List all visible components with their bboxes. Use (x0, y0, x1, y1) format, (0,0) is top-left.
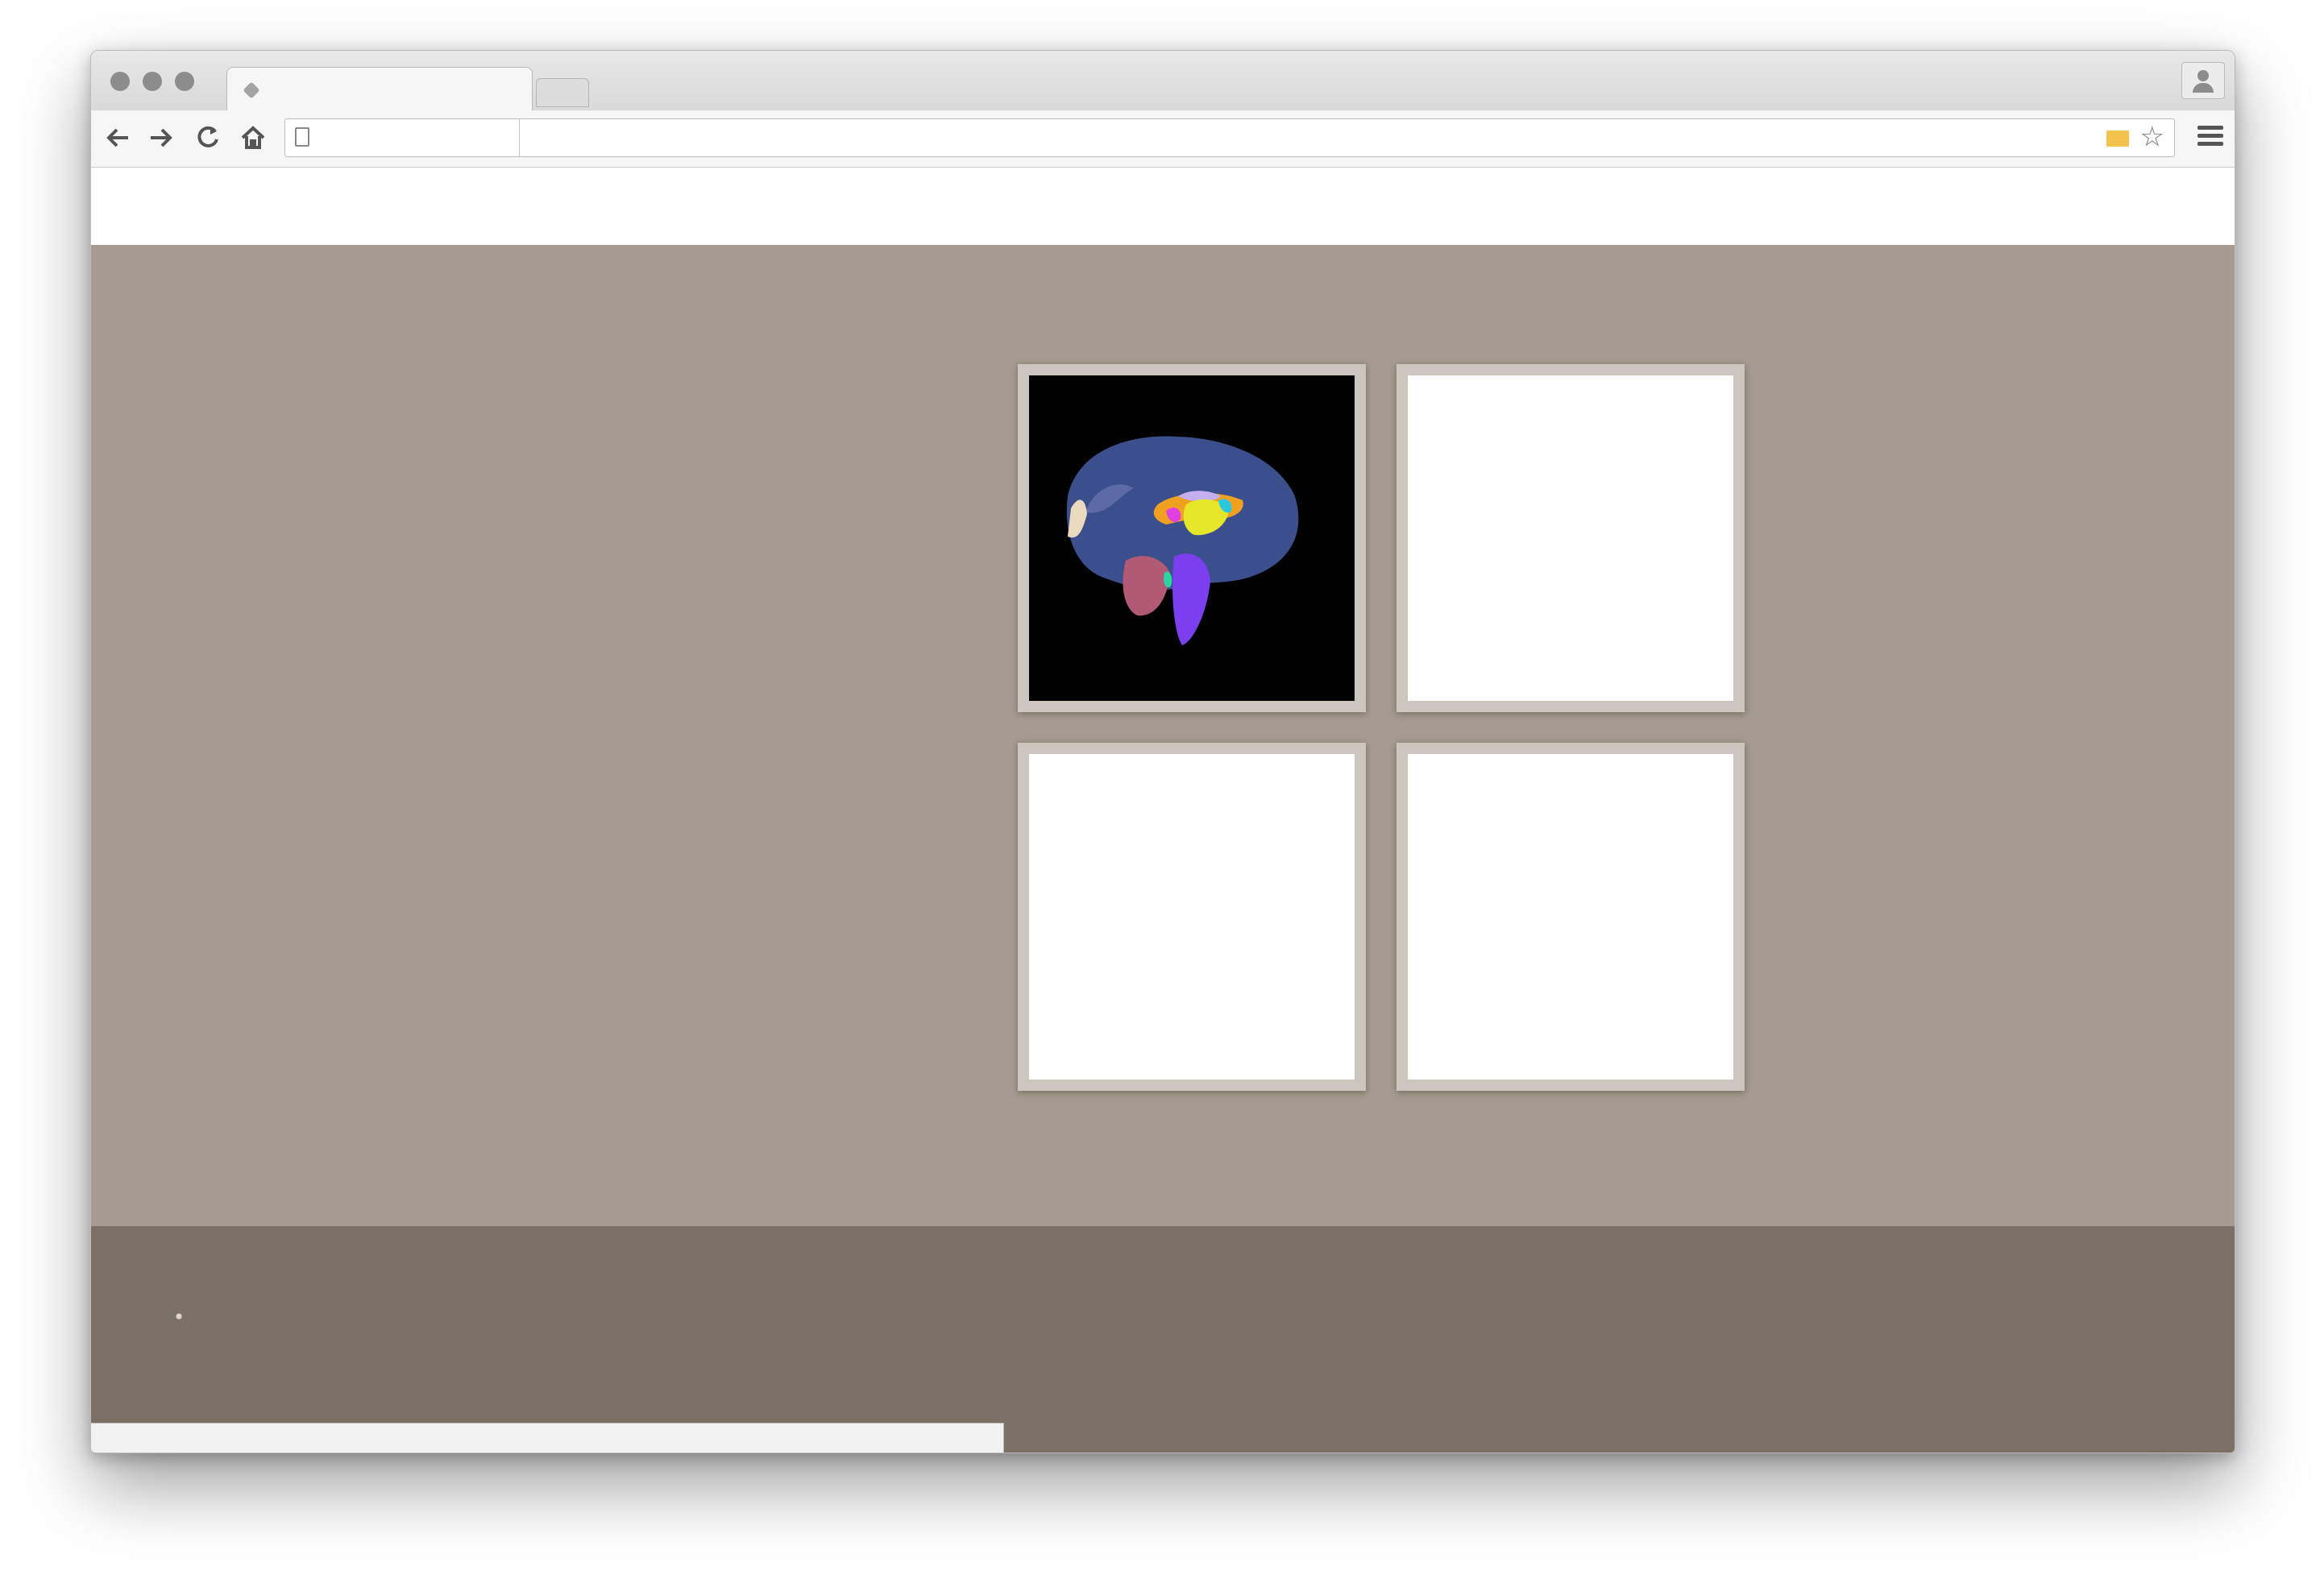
forward-arrow-icon[interactable] (147, 122, 175, 161)
minimize-window-button[interactable] (143, 72, 162, 91)
zoom-window-button[interactable] (175, 72, 194, 91)
power-curve-thumbnail-bottom[interactable] (1018, 743, 1366, 1091)
page-icon (295, 127, 309, 147)
browser-window (90, 50, 2235, 1453)
web-page (91, 168, 2235, 1453)
status-bar (91, 1423, 1004, 1453)
brain-segmentation-image (1029, 375, 1355, 701)
user-icon (2197, 70, 2209, 81)
address-bar[interactable] (284, 118, 2175, 157)
brain-segmentation-thumbnail[interactable] (1018, 364, 1366, 712)
power-curve-thumbnail-top[interactable] (1396, 364, 1745, 712)
browser-toolbar (91, 110, 2235, 168)
reload-icon[interactable] (194, 122, 222, 161)
close-window-button[interactable] (110, 72, 130, 91)
favicon-icon (243, 81, 259, 98)
reference-section (91, 1226, 2235, 1453)
folder-icon[interactable] (2106, 131, 2129, 147)
correlation-chart (1408, 754, 1733, 1080)
profile-button[interactable] (2181, 62, 2225, 99)
new-tab-button[interactable] (536, 78, 589, 107)
tab-active[interactable] (226, 67, 533, 112)
power-curve-chart-bottom (1029, 754, 1355, 1080)
bookmark-star-icon[interactable]: ☆ (2139, 121, 2164, 153)
back-arrow-icon[interactable] (104, 122, 131, 161)
site-header (91, 168, 2235, 245)
search-input[interactable] (530, 126, 2065, 153)
tab-strip (91, 51, 2235, 110)
hero-section (91, 245, 2235, 1226)
hamburger-menu-icon[interactable] (2197, 122, 2223, 154)
home-icon[interactable] (239, 122, 267, 161)
correlation-thumbnail[interactable] (1396, 743, 1745, 1091)
power-curve-chart-top (1408, 375, 1733, 701)
